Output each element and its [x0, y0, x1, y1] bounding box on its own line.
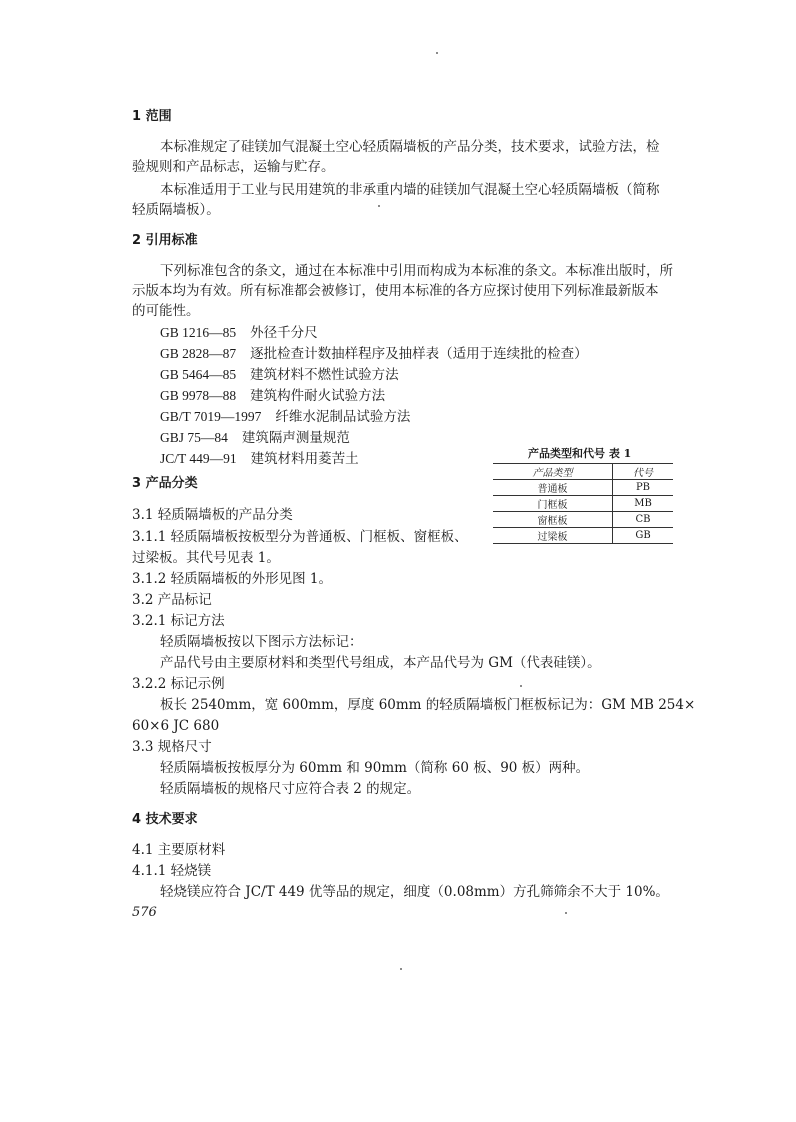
- table-cell: PB: [613, 480, 674, 496]
- table-header-row: [493, 464, 673, 480]
- table-row: [493, 480, 673, 496]
- scan-speck: [378, 205, 380, 207]
- subsection-4-1-1: 4.1.1 轻烧镁: [132, 863, 212, 879]
- scan-speck: [400, 968, 402, 970]
- section-1-para-1-line-2: 验规则和产品标志，运输与贮存。: [132, 159, 335, 175]
- ref-title: 建筑材料用菱苦土: [250, 451, 359, 467]
- section-1-para-2-line-2: 轻质隔墙板）。: [132, 202, 220, 218]
- ref-title: 建筑构件耐火试验方法: [250, 388, 386, 404]
- table-header-cell: 代号: [613, 464, 674, 480]
- para-3-3-a: 轻质隔墙板按板厚分为 60mm 和 90mm（简称 60 板、90 板）两种。: [160, 760, 590, 776]
- ref-code: JC/T 449—91: [160, 451, 237, 466]
- section-2-para-line-2: 示版本均为有效。所有标准都会被修订，使用本标准的各方应探讨使用下列标准最新版本: [132, 283, 659, 299]
- subsection-3-1-2: 3.1.2 轻质隔墙板的外形见图 1。: [132, 571, 333, 587]
- section-2-para-line-1: 下列标准包含的条文，通过在本标准中引用而构成为本标准的条文。本标准出版时，所: [160, 263, 673, 279]
- ref-item: [160, 429, 350, 447]
- scan-speck: [436, 52, 438, 54]
- page-number: 576: [132, 905, 157, 920]
- subsection-3-2: 3.2 产品标记: [132, 592, 212, 608]
- subsection-4-1: 4.1 主要原材料: [132, 842, 226, 858]
- para-3-2-1-a: 轻质隔墙板按以下图示方法标记：: [160, 634, 363, 650]
- ref-code: GB 1216—85: [160, 325, 237, 340]
- subsection-3-1-1-continued: 过梁板。其代号见表 1。: [132, 550, 280, 566]
- table-cell: CB: [613, 512, 674, 528]
- table-row: [493, 496, 673, 512]
- table-row: [493, 512, 673, 528]
- ref-code: GB 2828—87: [160, 346, 237, 361]
- table-cell: 普通板: [493, 480, 613, 496]
- para-3-2-2-line-1: 板长 2540mm，宽 600mm，厚度 60mm 的轻质隔墙板门框板标记为：GM MB 254×: [160, 697, 696, 713]
- ref-code: GBJ 75—84: [160, 430, 228, 445]
- section-3-heading: 3 产品分类: [132, 476, 198, 491]
- table-row: [493, 528, 673, 544]
- subsection-3-1: 3.1 轻质隔墙板的产品分类: [132, 507, 293, 523]
- ref-title: 建筑材料不燃性试验方法: [250, 367, 399, 383]
- section-1-para-2-line-1: 本标准适用于工业与民用建筑的非承重内墙的硅镁加气混凝土空心轻质隔墙板（简称: [160, 182, 660, 198]
- ref-code: GB/T 7019—1997: [160, 409, 262, 424]
- para-3-2-1-b: 产品代号由主要原材料和类型代号组成，本产品代号为 GM（代表硅镁）。: [160, 655, 601, 671]
- subsection-3-2-1: 3.2.1 标记方法: [132, 613, 225, 629]
- table-cell: GB: [613, 528, 674, 544]
- table-cell: 窗框板: [493, 512, 613, 528]
- ref-item: [160, 450, 359, 468]
- ref-title: 纤维水泥制品试验方法: [275, 409, 411, 425]
- scan-speck: [520, 685, 522, 687]
- ref-item: [160, 324, 318, 342]
- ref-item: [160, 366, 399, 384]
- section-1-heading: 1 范围: [132, 109, 172, 124]
- ref-title: 外径千分尺: [250, 325, 318, 341]
- ref-code: GB 5464—85: [160, 367, 237, 382]
- para-3-2-2-line-2: 60×6 JC 680: [132, 718, 220, 734]
- subsection-3-3: 3.3 规格尺寸: [132, 739, 212, 755]
- para-3-3-b: 轻质隔墙板的规格尺寸应符合表 2 的规定。: [160, 781, 421, 797]
- section-4-heading: 4 技术要求: [132, 812, 198, 827]
- table-1-caption: 产品类型和代号 表 1: [528, 447, 632, 460]
- section-2-heading: 2 引用标准: [132, 233, 198, 248]
- ref-item: [160, 408, 410, 426]
- product-type-table: [493, 463, 673, 544]
- ref-code: GB 9978—88: [160, 388, 237, 403]
- table-header-cell: 产品类型: [493, 464, 613, 480]
- table-cell: 门框板: [493, 496, 613, 512]
- table-cell: MB: [613, 496, 674, 512]
- para-4-1-1: 轻烧镁应符合 JC/T 449 优等品的规定，细度（0.08mm）方孔筛筛余不大于 10%。: [160, 884, 669, 900]
- ref-title: 逐批检查计数抽样程序及抽样表（适用于连续批的检查）: [250, 346, 588, 362]
- subsection-3-1-1: 3.1.1 轻质隔墙板按板型分为普通板、门框板、窗框板、: [132, 529, 468, 545]
- ref-item: [160, 387, 385, 405]
- ref-title: 建筑隔声测量规范: [241, 430, 350, 446]
- ref-item: [160, 345, 588, 363]
- subsection-3-2-2: 3.2.2 标记示例: [132, 676, 225, 692]
- table-cell: 过梁板: [493, 528, 613, 544]
- section-1-para-1-line-1: 本标准规定了硅镁加气混凝土空心轻质隔墙板的产品分类，技术要求，试验方法，检: [160, 139, 660, 155]
- section-2-para-line-3: 的可能性。: [132, 303, 200, 319]
- scan-speck: [565, 912, 567, 914]
